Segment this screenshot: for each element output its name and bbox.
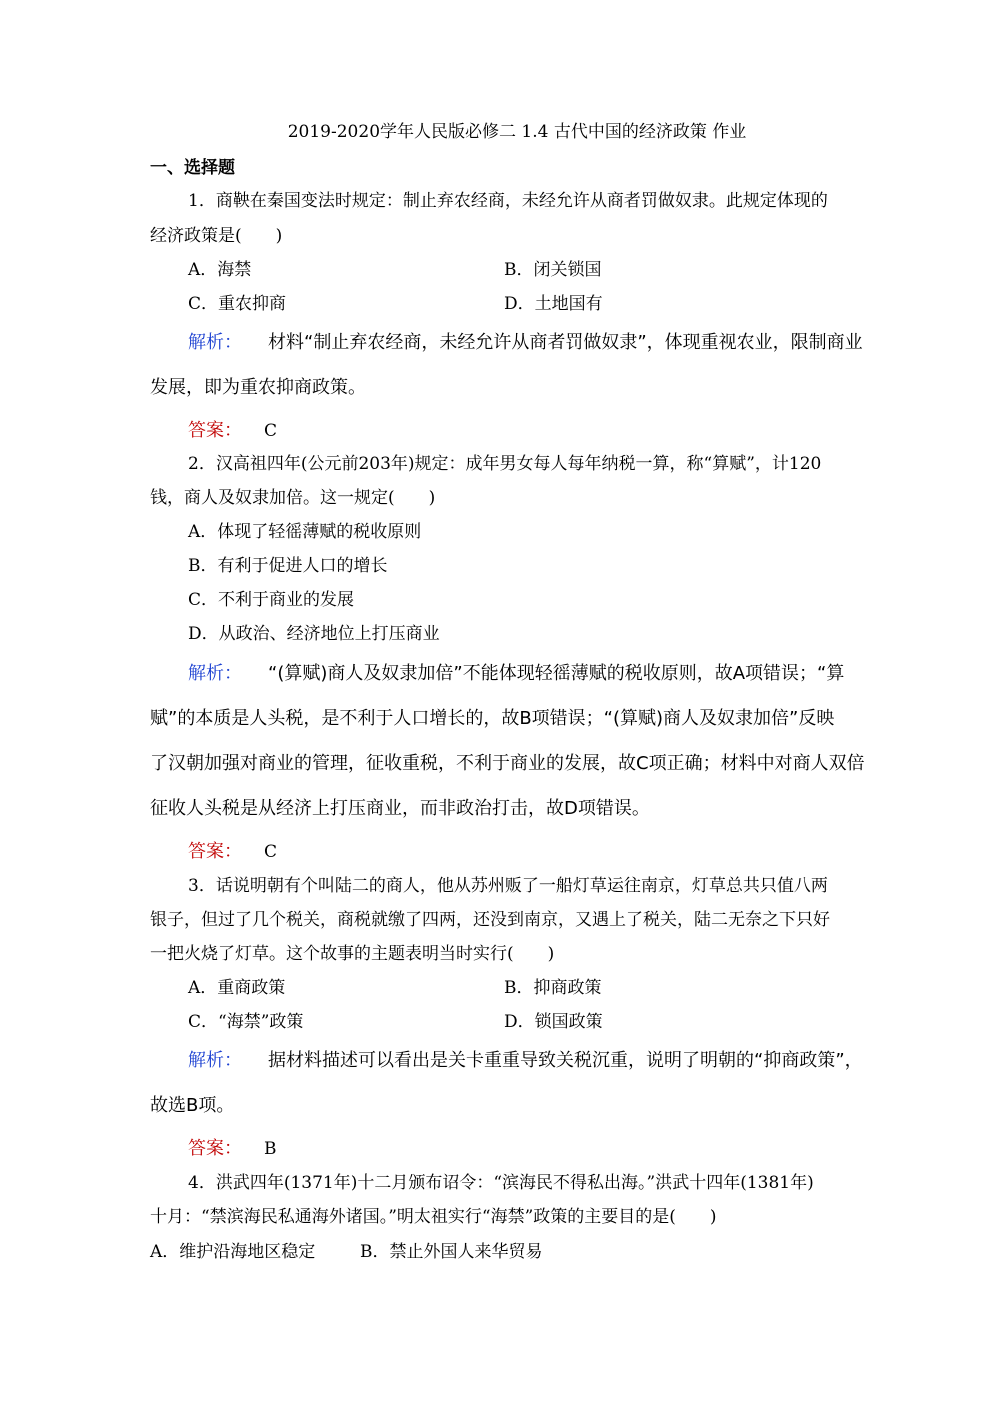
question-1-option-c: C．重农抑商: [188, 294, 287, 314]
question-3-line-3: 一把火烧了灯草。这个故事的主题表明当时实行( ): [150, 944, 555, 964]
question-4-option-a: A．维护沿海地区稳定: [150, 1242, 316, 1262]
question-3-option-c: C．“海禁”政策: [188, 1012, 304, 1032]
question-1-option-a: A．海禁: [188, 260, 252, 280]
question-3-explanation-line-1: [188, 1050, 863, 1072]
section-heading: 一、选择题: [150, 158, 235, 178]
explanation-text: “(算赋)商人及奴隶加倍”不能体现轻徭薄赋的税收原则，故A项错误；“算: [268, 663, 845, 684]
answer-value: B: [264, 1139, 277, 1159]
question-1-explanation-line-2: 发展，即为重农抑商政策。: [150, 377, 366, 398]
question-2-option-b: B．有利于促进人口的增长: [188, 556, 388, 576]
question-1-answer: [188, 420, 277, 442]
question-2-option-d: D．从政治、经济地位上打压商业: [188, 624, 440, 644]
question-2-explanation-line-2: 赋”的本质是人头税，是不利于人口增长的，故B项错误；“(算赋)商人及奴隶加倍”反映: [150, 708, 835, 729]
question-4-line-1: 4．洪武四年(1371年)十二月颁布诏令：“滨海民不得私出海。”洪武十四年(1381年): [188, 1173, 814, 1193]
question-2-explanation-line-1: [188, 663, 844, 685]
explanation-text: 材料“制止弃农经商，未经允许从商者罚做奴隶”，体现重视农业，限制商业: [268, 332, 863, 353]
question-3-option-a: A．重商政策: [188, 978, 286, 998]
question-2-explanation-line-4: 征收人头税是从经济上打压商业，而非政治打击，故D项错误。: [150, 798, 650, 819]
answer-value: C: [264, 842, 278, 862]
question-3-line-2: 银子，但过了几个税关，商税就缴了四两，还没到南京，又遇上了税关，陆二无奈之下只好: [150, 910, 830, 930]
question-3-option-b: B．抑商政策: [504, 978, 602, 998]
question-1-line-1: 1．商鞅在秦国变法时规定：制止弃农经商，未经允许从商者罚做奴隶。此规定体现的: [188, 191, 828, 211]
explanation-label: 解析：: [188, 663, 242, 684]
explanation-text: 据材料描述可以看出是关卡重重导致关税沉重，说明了明朝的“抑商政策”，: [268, 1050, 863, 1071]
question-2-answer: [188, 841, 277, 863]
question-1-option-d: D．土地国有: [504, 294, 603, 314]
question-2-explanation-line-3: 了汉朝加强对商业的管理，征收重税，不利于商业的发展，故C项正确；材料中对商人双倍: [150, 753, 865, 774]
question-4-option-b: B．禁止外国人来华贸易: [360, 1242, 543, 1262]
question-3-line-1: 3．话说明朝有个叫陆二的商人，他从苏州贩了一船灯草运往南京，灯草总共只值八两: [188, 876, 828, 896]
question-2-option-a: A．体现了轻徭薄赋的税收原则: [188, 522, 422, 542]
page-title: 2019-2020学年人民版必修二 1.4 古代中国的经济政策 作业: [287, 122, 747, 142]
question-3-explanation-line-2: 故选B项。: [150, 1095, 235, 1116]
question-3-option-d: D．锁国政策: [504, 1012, 603, 1032]
question-1-option-b: B．闭关锁国: [504, 260, 602, 280]
question-4-line-2: 十月：“禁滨海民私通海外诸国。”明太祖实行“海禁”政策的主要目的是( ): [150, 1207, 717, 1227]
answer-value: C: [264, 421, 278, 441]
explanation-label: 解析：: [188, 332, 242, 353]
question-1-line-2: 经济政策是( ): [150, 226, 283, 246]
question-1-explanation-line-1: [188, 332, 863, 354]
answer-label: 答案：: [188, 420, 242, 441]
question-3-answer: [188, 1138, 277, 1160]
explanation-label: 解析：: [188, 1050, 242, 1071]
answer-label: 答案：: [188, 841, 242, 862]
question-2-line-2: 钱，商人及奴隶加倍。这一规定( ): [150, 488, 436, 508]
answer-label: 答案：: [188, 1138, 242, 1159]
question-2-line-1: 2．汉高祖四年(公元前203年)规定：成年男女每人每年纳税一算，称“算赋”，计120: [188, 454, 822, 474]
question-2-option-c: C．不利于商业的发展: [188, 590, 355, 610]
